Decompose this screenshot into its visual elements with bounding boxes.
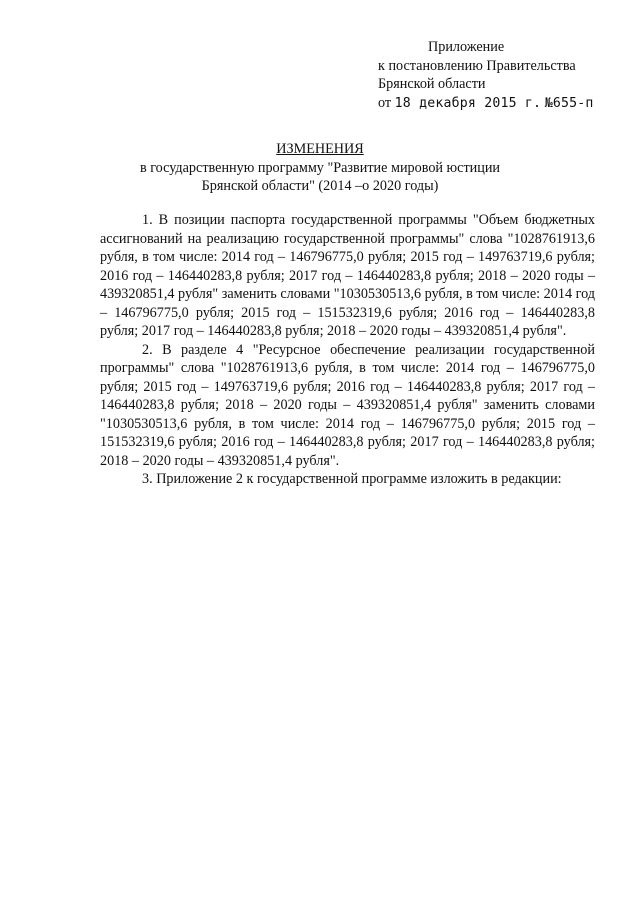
title-line-2: в государственную программу "Развитие мировой юстиции — [139, 159, 501, 176]
date-prefix: от — [378, 94, 392, 111]
number-prefix: № — [544, 95, 553, 111]
appendix-header — [378, 38, 628, 113]
document-body — [100, 211, 595, 489]
region-name: Брянской области — [378, 76, 486, 92]
appendix-label: Приложение — [428, 39, 505, 55]
resolution-date-line — [378, 94, 628, 114]
title-line-3: Брянской области" (2014 –о 2020 годы) — [201, 178, 439, 194]
paragraph-2: 2. В разделе 4 "Ресурсное обеспечение реализации государственной программы" слова "1028761913,6 рубля, в том числе: 2014 год – 146796775,0 рубля; 2015 год – 149763719,6 рубля; 2016 год – 146440283,8 рубля; 2017 год – 146440283,8 рубля; 2018 – 2020 годы – 439320851,4 рубля" заменить словами "1030530513,6 рубля, в том числе: 2014 год – 146796775,0 рубля; 2015 год – 151532319,6 рубля; 2016 год – 146440283,8 рубля; 2017 год – 146440283,8 рубля; 2018 – 2020 годы – 439320851,4 рубля". — [100, 341, 595, 469]
document-title — [0, 140, 640, 196]
title-heading: ИЗМЕНЕНИЯ — [276, 141, 364, 157]
resolution-date: 18 декабря 2015 г. — [394, 95, 542, 111]
resolution-reference: к постановлению Правительства — [378, 57, 576, 74]
paragraph-3: 3. Приложение 2 к государственной программе изложить в редакции: — [142, 471, 562, 487]
resolution-number: 655-п — [552, 95, 594, 111]
paragraph-1: 1. В позиции паспорта государственной программы "Объем бюджетных ассигнований на реализацию государственной программы" слова "1028761913,6 рубля, в том числе: 2014 год – 146796775,0 рубля; 2015 год – 149763719,6 рубля; 2016 год – 146440283,8 рубля; 2017 год – 146440283,8 рубля; 2018 – 2020 годы – 439320851,4 рубля" заменить словами "1030530513,6 рубля, в том числе: 2014 год – 146796775,0 рубля; 2015 год – 151532319,6 рубля; 2016 год – 146440283,8 рубля; 2017 год – 146440283,8 рубля; 2018 – 2020 годы – 439320851,4 рубля". — [100, 212, 595, 339]
